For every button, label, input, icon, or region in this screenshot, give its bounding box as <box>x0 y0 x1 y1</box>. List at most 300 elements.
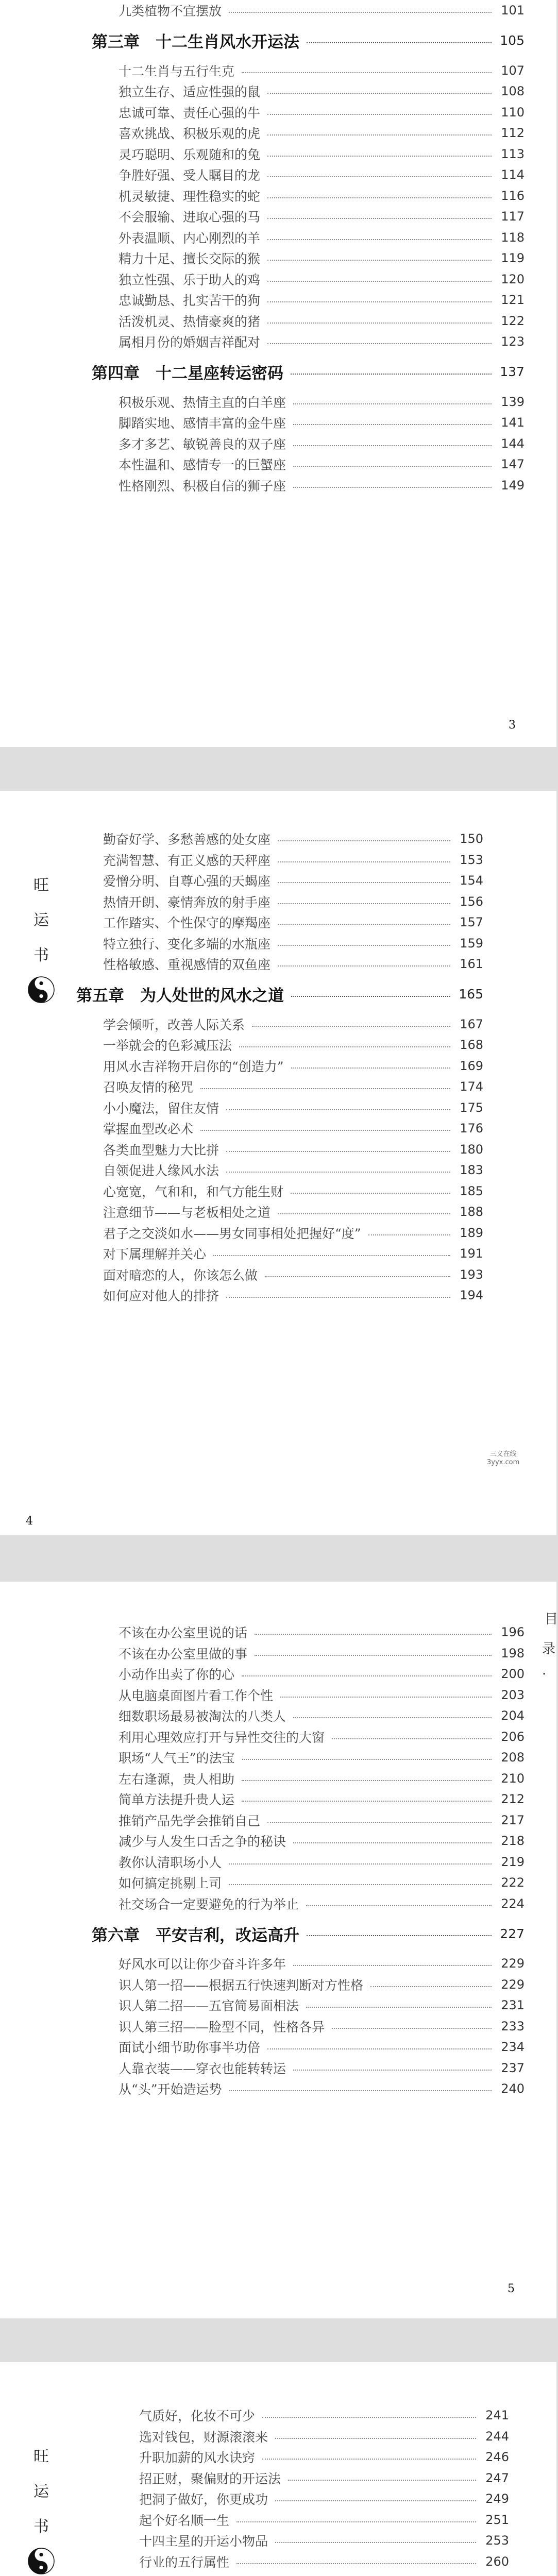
toc-entry-title <box>112 2573 307 2576</box>
toc-entry-page: 183 <box>460 1163 483 1178</box>
dot-leader <box>265 1276 450 1277</box>
yin-yang-icon <box>28 2548 55 2574</box>
toc-entry-page: 229 <box>501 1956 525 1971</box>
dot-leader <box>262 2459 476 2460</box>
toc-entry <box>92 123 525 144</box>
toc-entry-title: 积极乐观、热情主直的白羊座 <box>119 395 286 410</box>
toc-entry-page: 222 <box>501 1875 525 1890</box>
dot-leader <box>291 1067 450 1069</box>
dot-leader <box>267 281 492 282</box>
toc-entry-title: 勤奋好学、多愁善感的处女座 <box>103 832 271 848</box>
dot-leader <box>332 2028 492 2029</box>
toc-entry-page: 137 <box>500 364 525 379</box>
dot-leader <box>293 1842 492 1843</box>
toc-entry-page: 229 <box>501 1977 525 1992</box>
toc-entry-title: 自领促进人缘风水法 <box>103 1163 219 1179</box>
toc-entry-page: 219 <box>501 1854 525 1869</box>
toc-entry-title: 不会服输、进取心强的马 <box>119 210 261 225</box>
toc-entry-page: 203 <box>501 1687 525 1702</box>
toc-entry-title: 君子之交淡如水——男女同事相处把握好“度” <box>103 1226 361 1241</box>
dot-leader <box>267 197 492 198</box>
toc-entry-page: 139 <box>501 394 525 409</box>
toc-entry-title: 第三章 十二生肖风水开运法 <box>92 33 299 52</box>
dot-leader <box>332 1738 492 1739</box>
toc-entry-page: 176 <box>460 1121 483 1136</box>
dot-leader <box>278 924 450 925</box>
toc-entry-page: 237 <box>501 2060 525 2075</box>
toc-entry-page: 191 <box>460 1246 483 1261</box>
toc-entry-title: 把洞子做好，你更成功 <box>139 2492 268 2507</box>
dot-leader <box>242 1780 492 1781</box>
toc-entry-title: 减少与人发生口舌之争的秘诀 <box>119 1834 286 1850</box>
toc-entry <box>76 1160 483 1181</box>
dot-leader <box>236 2521 476 2522</box>
edge-text: · <box>542 1667 547 1682</box>
dot-leader <box>291 1193 450 1194</box>
toc-entry-title: 学会倾听，改善人际关系 <box>103 1017 245 1032</box>
toc-entry-title: 不该在办公室里说的话 <box>119 1625 248 1641</box>
dot-leader <box>242 1801 492 1802</box>
toc-entry-title: 小动作出卖了你的心 <box>119 1667 235 1683</box>
toc-entry <box>92 290 525 311</box>
toc-entry <box>76 1264 483 1285</box>
toc-entry-title: 选对钱包，财源滚滚来 <box>139 2429 268 2445</box>
dot-leader <box>252 1026 450 1027</box>
toc-entry-title: 如何搞定挑剔上司 <box>119 1876 222 1891</box>
toc-entry-title: 教你认清职场小人 <box>119 1855 222 1870</box>
toc-entry <box>92 164 525 185</box>
dot-leader <box>267 218 492 219</box>
toc-entry-page: 168 <box>460 1038 483 1053</box>
dot-leader <box>291 996 450 997</box>
toc-entry-title: 召唤友情的秘咒 <box>103 1080 194 1095</box>
toc-entry-title: 充满智慧、有正义感的天秤座 <box>103 853 271 868</box>
toc-chapter-heading <box>92 21 525 60</box>
toc-entry <box>76 850 483 871</box>
dot-leader <box>226 1172 450 1173</box>
toc-entry-title: 忠诚可靠、责任心强的牛 <box>119 105 261 121</box>
toc-entry-page: 141 <box>501 415 525 430</box>
toc-entry-page: 233 <box>501 2019 525 2033</box>
toc-page-4 <box>0 791 556 1535</box>
toc-entry-page: 189 <box>460 1225 483 1240</box>
side-brand-char: 旺 <box>33 876 49 894</box>
toc-entry-title: 注意细节——与老板相处之道 <box>103 1205 271 1221</box>
dot-leader <box>275 2438 476 2439</box>
toc-entry-page: 246 <box>485 2450 509 2465</box>
side-brand-char: 书 <box>33 2518 49 2536</box>
dot-leader <box>278 1213 450 1214</box>
toc-entry <box>112 2572 509 2576</box>
toc-entry <box>76 1097 483 1118</box>
dot-leader <box>267 343 492 344</box>
toc-entry <box>92 1685 525 1706</box>
toc-entry <box>112 2405 509 2426</box>
dot-leader <box>293 1717 492 1718</box>
toc-entry-page: 114 <box>501 167 525 182</box>
dot-leader <box>278 861 450 862</box>
toc-entry <box>76 933 483 954</box>
toc-entry <box>92 1768 525 1789</box>
toc-entry-title: 机灵敏捷、理性稳实的蛇 <box>119 189 261 204</box>
toc-entry-title: 细数职场最易被淘汰的八类人 <box>119 1709 286 1724</box>
toc-entry-page: 105 <box>500 33 525 48</box>
toc-entry-title: 招正财，聚偏财的开运法 <box>139 2471 281 2486</box>
dot-leader <box>229 12 492 13</box>
toc-entry-title: 左右逢源，贵人相助 <box>119 1771 235 1787</box>
toc-entry <box>76 1201 483 1223</box>
toc-chapter-heading <box>92 352 525 392</box>
toc-list <box>112 2405 509 2576</box>
toc-entry-page: 154 <box>460 873 483 888</box>
toc-entry <box>92 475 525 496</box>
edge-text: 录 <box>542 1641 556 1657</box>
toc-entry-title: 第六章 平安吉利，改运高升 <box>92 1926 299 1945</box>
toc-entry <box>92 1705 525 1726</box>
toc-entry <box>92 248 525 269</box>
toc-entry-page: 224 <box>501 1896 525 1911</box>
dot-leader <box>293 403 492 404</box>
toc-entry-page: 120 <box>501 272 525 286</box>
dot-leader <box>267 323 492 324</box>
dot-leader <box>278 903 450 904</box>
dot-leader <box>280 1697 492 1698</box>
toc-entry <box>92 0 525 21</box>
toc-entry <box>112 2488 509 2510</box>
toc-entry-page: 217 <box>501 1812 525 1827</box>
toc-entry-title: 九类植物不宜摆放 <box>119 4 222 19</box>
toc-entry <box>92 433 525 454</box>
toc-entry <box>76 1076 483 1097</box>
dot-leader <box>267 114 492 115</box>
toc-entry-title: 好风水可以让你少奋斗许多年 <box>119 1957 286 1972</box>
toc-page-3 <box>0 0 556 747</box>
toc-entry-title: 不该在办公室里做的事 <box>119 1646 248 1662</box>
toc-list <box>92 1622 525 2099</box>
toc-entry-page: 159 <box>460 936 483 951</box>
toc-entry <box>92 1852 525 1873</box>
dot-leader <box>275 2500 476 2501</box>
toc-entry-page: 231 <box>501 1998 525 2013</box>
dot-leader <box>293 466 492 467</box>
dot-leader <box>278 840 450 841</box>
toc-entry-title: 起个好名顺一生 <box>139 2513 230 2528</box>
toc-entry <box>76 1035 483 1056</box>
dot-leader <box>275 2542 476 2543</box>
toc-entry <box>92 206 525 227</box>
toc-entry-page: 150 <box>460 832 483 846</box>
toc-entry-page: 157 <box>460 915 483 930</box>
toc-entry-page: 117 <box>501 209 525 224</box>
toc-entry-title: 独立性强、乐于助人的鸡 <box>119 272 261 287</box>
dot-leader <box>306 1905 492 1906</box>
toc-entry-title: 从“头”开始造运势 <box>119 2082 222 2097</box>
side-brand <box>23 868 59 1003</box>
dot-leader <box>267 239 492 240</box>
toc-entry-title: 脚踏实地、感情丰富的金牛座 <box>119 416 286 431</box>
toc-entry-page: 175 <box>460 1100 483 1115</box>
toc-entry-page: 169 <box>460 1058 483 1073</box>
dot-leader <box>236 2563 476 2564</box>
toc-entry <box>92 1872 525 1893</box>
dot-leader <box>267 156 492 157</box>
dot-leader <box>293 424 492 425</box>
toc-entry-title: 特立独行、变化多端的水瓶座 <box>103 936 271 952</box>
toc-entry-title: 一举就会的色彩减压法 <box>103 1038 232 1054</box>
toc-entry <box>92 2037 525 2058</box>
toc-entry-page: 212 <box>501 1792 525 1807</box>
toc-entry-page: 188 <box>460 1205 483 1219</box>
dot-leader <box>307 1935 492 1936</box>
toc-entry <box>76 870 483 891</box>
toc-entry-title: 面对暗恋的人，你该怎么做 <box>103 1267 258 1283</box>
dot-leader <box>255 1655 492 1656</box>
toc-entry-title: 识人第二招——五官简易面相法 <box>119 1998 299 2014</box>
toc-entry-title: 独立生存、适应性强的鼠 <box>119 84 261 100</box>
toc-entry-page: 149 <box>501 478 525 493</box>
toc-entry <box>92 1974 525 1995</box>
toc-entry <box>76 1139 483 1160</box>
toc-entry-title: 多才多艺、敏锐善良的双子座 <box>119 436 286 452</box>
toc-entry-page: 200 <box>501 1667 525 1682</box>
dot-leader <box>278 965 450 967</box>
toc-entry-page: 161 <box>460 957 483 972</box>
toc-entry-title: 行业的五行属性 <box>139 2554 230 2570</box>
toc-entry-title: 掌握血型改必术 <box>103 1122 194 1137</box>
toc-entry-title: 心宽宽，气和和，和气方能生财 <box>103 1184 284 1199</box>
yin-yang-icon <box>28 976 55 1003</box>
toc-entry <box>92 1831 525 1852</box>
toc-entry-title: 活泼机灵、热情豪爽的猪 <box>119 314 261 329</box>
toc-entry-page: 153 <box>460 852 483 867</box>
toc-entry-title: 如何应对他人的排挤 <box>103 1289 219 1304</box>
toc-entry <box>92 392 525 413</box>
toc-entry-title: 本性温和、感情专一的巨蟹座 <box>119 457 286 473</box>
toc-entry-page: 210 <box>501 1771 525 1786</box>
dot-leader <box>200 1088 450 1089</box>
toc-entry-title: 第五章 为人处世的风水之道 <box>76 987 284 1005</box>
toc-entry <box>76 891 483 912</box>
toc-entry-page: 244 <box>485 2429 509 2444</box>
toc-entry-page: 208 <box>501 1750 525 1765</box>
toc-entry <box>92 1953 525 1974</box>
toc-entry <box>92 81 525 102</box>
toc-entry <box>92 454 525 475</box>
toc-entry <box>92 269 525 290</box>
toc-list <box>76 828 483 1306</box>
toc-entry-page: 110 <box>501 105 525 120</box>
toc-entry-title: 灵巧聪明、乐观随和的兔 <box>119 147 261 162</box>
toc-entry-page: 147 <box>501 457 525 472</box>
dot-leader <box>267 1822 492 1823</box>
dot-leader <box>200 1130 450 1131</box>
side-brand <box>23 2439 59 2574</box>
toc-page-5 <box>0 1582 556 2318</box>
dot-leader <box>226 1151 450 1152</box>
dot-leader <box>267 260 492 261</box>
toc-entry-page: 260 <box>485 2554 509 2569</box>
toc-entry-title: 推销产品先学会推销自己 <box>119 1813 261 1828</box>
toc-entry-title: 人靠衣装——穿衣也能转转运 <box>119 2061 286 2076</box>
toc-entry-title: 第四章 十二星座转运密码 <box>92 364 283 383</box>
side-brand-char: 书 <box>33 946 49 964</box>
toc-entry-page: 118 <box>501 230 525 245</box>
toc-entry <box>92 185 525 207</box>
toc-entry-page: 144 <box>501 436 525 451</box>
toc-entry <box>76 954 483 975</box>
toc-entry <box>92 60 525 81</box>
toc-entry-page: 206 <box>501 1729 525 1744</box>
dot-leader <box>226 1109 450 1110</box>
toc-page-6 <box>0 2362 556 2576</box>
dot-leader <box>239 1046 450 1047</box>
toc-entry-page: 204 <box>501 1708 525 1723</box>
side-brand-char: 旺 <box>33 2448 49 2466</box>
toc-entry-page: 113 <box>501 146 525 161</box>
toc-entry-page: 249 <box>485 2492 509 2506</box>
dot-leader <box>267 2048 492 2049</box>
toc-entry <box>76 1014 483 1035</box>
toc-entry <box>92 2058 525 2079</box>
toc-list <box>92 0 525 496</box>
toc-entry-page: 122 <box>501 313 525 328</box>
toc-entry-page: 193 <box>460 1267 483 1282</box>
toc-entry-title: 升职加薪的风水诀窍 <box>139 2450 256 2466</box>
toc-entry-page: 251 <box>485 2512 509 2527</box>
toc-entry-page: 234 <box>501 2040 525 2055</box>
toc-entry-page: 167 <box>460 1016 483 1031</box>
toc-entry-title: 社交场合一定要避免的行为举止 <box>119 1896 299 1912</box>
toc-entry <box>112 2426 509 2447</box>
toc-entry-page: 253 <box>485 2533 509 2548</box>
dot-leader <box>213 1255 450 1256</box>
toc-entry <box>92 1726 525 1748</box>
dot-leader <box>307 42 492 43</box>
toc-entry-page: 185 <box>460 1183 483 1198</box>
toc-entry-page: 101 <box>501 3 525 18</box>
toc-chapter-heading <box>92 1914 525 1953</box>
toc-entry <box>92 2016 525 2037</box>
dot-leader <box>291 374 492 375</box>
toc-entry <box>92 1643 525 1664</box>
dot-leader <box>278 945 450 946</box>
toc-entry <box>92 227 525 248</box>
dot-leader <box>293 487 492 488</box>
watermark <box>487 1450 519 1467</box>
toc-entry-title: 利用心理效应打开与异性交往的大窗 <box>119 1730 325 1745</box>
toc-entry-title: 工作踏实、个性保守的摩羯座 <box>103 916 271 931</box>
toc-entry-page: 119 <box>501 251 525 266</box>
dot-leader <box>267 176 492 177</box>
page-number: 5 <box>508 2282 515 2295</box>
toc-entry-title: 争胜好强、受人瞩目的龙 <box>119 168 261 183</box>
toc-entry-title: 面试小细节助你事半功倍 <box>119 2040 261 2056</box>
dot-leader <box>242 1675 492 1676</box>
toc-entry-page: 180 <box>460 1142 483 1157</box>
dot-leader <box>288 2480 476 2481</box>
toc-entry-title: 从电脑桌面图片看工作个性 <box>119 1688 274 1703</box>
toc-entry <box>76 1285 483 1306</box>
toc-entry-title: 识人第三招——脸型不同，性格各异 <box>119 2019 325 2035</box>
toc-entry-page: 116 <box>501 188 525 203</box>
page-number: 3 <box>509 719 516 732</box>
dot-leader <box>242 1759 492 1760</box>
toc-entry-page: 174 <box>460 1079 483 1094</box>
toc-entry <box>92 1789 525 1810</box>
dot-leader <box>370 1986 492 1987</box>
toc-entry <box>92 331 525 352</box>
toc-entry-title: 职场“人气王”的法宝 <box>119 1751 235 1766</box>
edge-text: 目 <box>545 1612 558 1627</box>
toc-entry <box>76 828 483 850</box>
toc-entry <box>112 2551 509 2572</box>
toc-entry-page: 196 <box>501 1625 525 1640</box>
toc-entry <box>92 1995 525 2016</box>
toc-entry-title: 识人第一招——根据五行快速判断对方性格 <box>119 1977 364 1993</box>
dot-leader <box>293 2070 492 2071</box>
dot-leader <box>306 2007 492 2008</box>
toc-entry-title: 对下属理解并关心 <box>103 1247 207 1262</box>
dot-leader <box>267 134 492 135</box>
dot-leader <box>267 93 492 94</box>
toc-entry-title: 十四主星的开运小物品 <box>139 2534 268 2549</box>
toc-entry-title: 气质好，化妆不可少 <box>139 2409 256 2424</box>
toc-entry <box>92 1893 525 1914</box>
toc-entry <box>76 1223 483 1244</box>
dot-leader <box>229 1863 492 1865</box>
toc-entry-page: 198 <box>501 1646 525 1660</box>
dot-leader <box>242 72 492 73</box>
toc-entry <box>92 311 525 332</box>
toc-entry <box>112 2468 509 2489</box>
toc-entry <box>92 102 525 123</box>
toc-entry-title: 喜欢挑战、积极乐观的虎 <box>119 126 261 142</box>
toc-entry-page: 240 <box>501 2081 525 2096</box>
dot-leader <box>267 301 492 302</box>
toc-entry <box>92 1664 525 1685</box>
dot-leader <box>368 1234 450 1235</box>
toc-entry-title: 忠诚勤恳、扎实苦干的狗 <box>119 293 261 309</box>
dot-leader <box>262 2417 476 2418</box>
toc-entry-page: 156 <box>460 894 483 909</box>
toc-entry-title: 十二生肖与五行生克 <box>119 63 235 79</box>
toc-entry <box>92 2078 525 2099</box>
page-number: 4 <box>26 1515 33 1528</box>
toc-entry <box>76 1118 483 1139</box>
toc-entry-title: 小小魔法，留住友情 <box>103 1100 219 1116</box>
toc-entry-page: 165 <box>459 987 483 1002</box>
dot-leader <box>293 1965 492 1966</box>
toc-entry-title: 各类血型魅力大比拼 <box>103 1142 219 1158</box>
toc-entry-title: 外表温顺、内心刚烈的羊 <box>119 230 261 246</box>
toc-entry <box>76 1243 483 1264</box>
toc-entry <box>92 412 525 433</box>
dot-leader <box>278 882 450 883</box>
toc-entry-page: 108 <box>501 84 525 99</box>
toc-entry-title: 简单方法提升贵人运 <box>119 1792 235 1808</box>
toc-entry <box>76 1056 483 1077</box>
toc-entry <box>92 1622 525 1643</box>
toc-entry-title: 精力十足、擅长交际的猴 <box>119 251 261 267</box>
toc-entry-page: 241 <box>485 2408 509 2423</box>
toc-chapter-heading <box>76 975 483 1014</box>
toc-entry-title: 爱憎分明、自尊心强的天蝎座 <box>103 874 271 889</box>
toc-entry-page: 227 <box>500 1926 525 1941</box>
dot-leader <box>229 2090 492 2091</box>
toc-entry-title: 性格敏感、重视感情的双鱼座 <box>103 957 271 973</box>
side-brand-char: 运 <box>33 2483 49 2501</box>
toc-entry-page: 123 <box>501 334 525 349</box>
